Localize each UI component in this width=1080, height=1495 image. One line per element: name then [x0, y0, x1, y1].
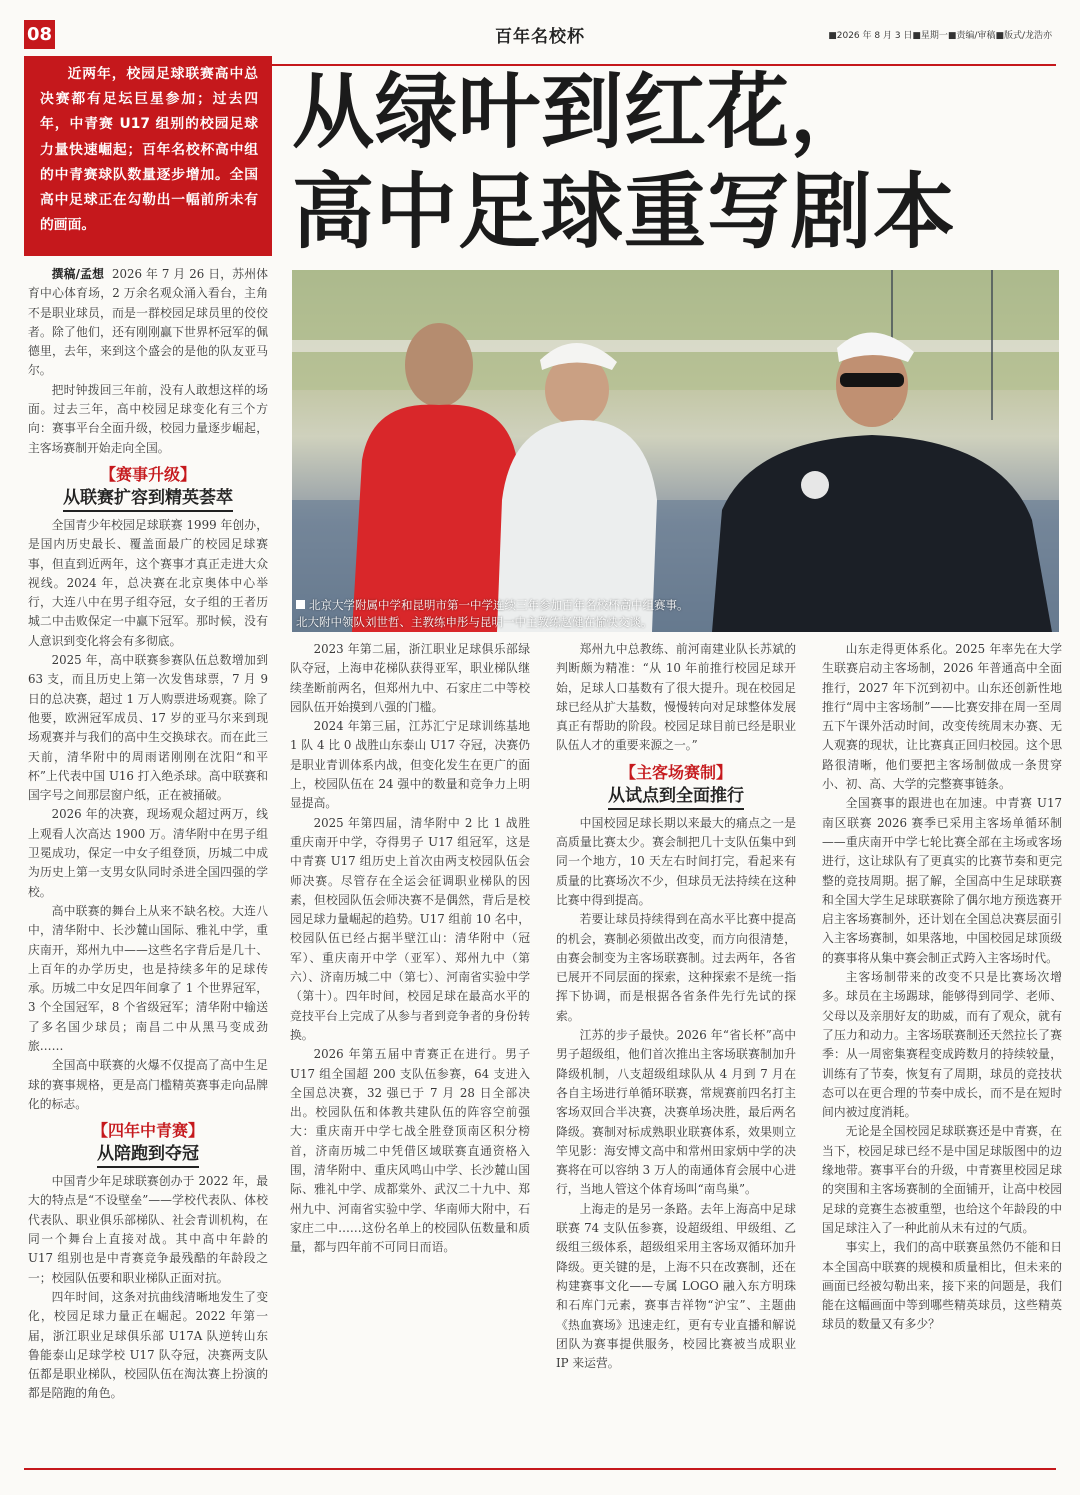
subhead-1-title: 从联赛扩容到精英荟萃	[63, 488, 233, 512]
body-paragraph: 无论是全国校园足球联赛还是中青赛，在当下，校园足球已经不是中国足球版图中的边缘地带。赛事平台的升级，中青赛里校园足球的突围和主客场赛制的全面铺开，让高中校园足球的竞赛生态被重塑，也给这个年龄段的中国足球注入了一种此前从未有过的气质。	[822, 1124, 1062, 1235]
body-paragraph: 中国校园足球长期以来最大的痛点之一是高质量比赛太少。赛会制把几十支队伍集中到同一个地方，10 天左右时间打完，看起来有质量的比赛场次不少，但球员无法持续在这种比赛中得到提高。	[556, 815, 796, 907]
body-paragraph: 2024 年第三届，江苏汇宁足球训练基地 1 队 4 比 0 战胜山东泰山 U17 夺冠，决赛仍是职业青训体系内战，但变化发生在更广的面上，校园队伍在 24 强中的数量和竞争力上明显提高。	[290, 719, 530, 811]
byline: 撰稿/孟想	[51, 267, 105, 281]
body-paragraph: 事实上，我们的高中联赛虽然仍不能和日本全国高中联赛的规模和质量相比，但未来的画面已经被勾勒出来，接下来的问题是，我们能在这幅画面中等到哪些精英球员，这些精英球员的数量又有多少？	[822, 1240, 1062, 1332]
lede-box	[24, 56, 272, 256]
intro-paragraph-1: 撰稿/孟想 2026 年 7 月 26 日，苏州体育中心体育场，2 万余名观众涌入看台，主角不是职业球员，而是一群校园足球员里的佼佼者。除了他们，还有刚刚赢下世界杯冠军的佩德里，去年，来到这个盛会的是他的队友亚马尔。	[28, 267, 269, 378]
headline	[292, 62, 1062, 262]
photo-illustration	[292, 270, 1059, 632]
lede-text: 近两年，校园足球联赛高中总决赛都有足坛巨星参加；过去四年，中青赛 U17 组别的校园足球力量快速崛起；百年名校杯高中组的中青赛球队数量逐步增加。全国高中足球正在勾勒出一幅前所未有的画面。	[40, 66, 258, 234]
headline-line-1: 从绿叶到红花，	[292, 64, 874, 160]
article-column-1	[28, 265, 268, 1404]
subhead-3	[556, 762, 796, 808]
news-photo	[292, 270, 1059, 632]
subhead-2-title: 从陪跑到夺冠	[97, 1144, 199, 1168]
body-paragraph: 四年时间，这条对抗曲线清晰地发生了变化，校园足球力量正在崛起。2022 年第一届，浙江职业足球俱乐部 U17A 队逆转山东鲁能泰山足球学校 U17 队夺冠，决赛两支队伍都是职业梯队，校园队伍在淘汰赛上扮演的都是陪跑的角色。	[28, 1289, 268, 1401]
footer-rule	[24, 1468, 1056, 1470]
article-column-4	[822, 640, 1062, 1335]
headline-line-2: 高中足球重写剧本	[292, 164, 957, 260]
caption-line-2: 北大附中领队刘世哲、主教练申彤与昆明一中主教练赵健在愉快交谈。	[296, 615, 653, 629]
body-paragraph: 主客场制带来的改变不只是比赛场次增多。球员在主场踢球，能够得到同学、老师、父母以及亲朋好友的助威，而有了观众，就有了压力和动力。主客场联赛制还天然拉长了赛季：从一周密集赛程变成跨数月的持续较量，训练有了节奏，恢复有了周期，球员的竞技状态可以在更合理的节奏中成长，而不是在短时间内被过度消耗。	[822, 970, 1062, 1120]
intro-paragraph-2: 把时钟拨回三年前，没有人敢想这样的场面。过去三年，高中校园足球变化有三个方向：赛事平台全面升级，校园力量逐步崛起，主客场赛制开始走向全国。	[28, 382, 268, 455]
body-paragraph: 全国高中联赛的火爆不仅提高了高中生足球的赛事规格，更是高门槛精英赛事走向品牌化的标志。	[28, 1058, 268, 1111]
body-paragraph: 2025 年第四届，清华附中 2 比 1 战胜重庆南开中学，夺得男子 U17 组冠军，这是中青赛 U17 组历史上首次由两支校园队伍会师决赛。尽管存在全运会征调职业梯队的因素，但校园队伍会师决赛不是偶然，背后是校园足球力量崛起的趋势。U17 组前 10 名中，校园队伍已经占据半壁江山：清华附中（冠军）、重庆南开中学（亚军）、郑州九中（第六）、济南历城二中（第七）、河南省实验中学（第十）。四年时间，校园足球在最高水平的竞技平台上完成了从参与者到竞争者的身份转换。	[290, 815, 530, 1042]
subhead-3-title: 从试点到全面推行	[608, 786, 744, 810]
page-number: 08	[24, 20, 55, 49]
caption-square-icon	[296, 600, 305, 609]
page-header	[0, 20, 1080, 50]
body-paragraph: 山东走得更体系化。2025 年率先在大学生联赛启动主客场制，2026 年普通高中全面推行，2027 年下沉到初中。山东还创新性地推行“周中主客场制”——比赛安排在周一至周五下午课外活动时间，改变传统周末办赛、无人观赛的现状，让比赛真正回归校园。这个思路很清晰，他们要把主客场制做成一条贯穿小、初、高、大学的完整赛事链条。	[822, 642, 1062, 792]
photo-caption	[296, 597, 766, 631]
body-paragraph: 郑州九中总教练、前河南建业队长苏斌的判断颇为精准：“从 10 年前推行校园足球开始，足球人口基数有了很大提升。现在校园足球已经从扩大基数，慢慢转向对足球整体发展真正有帮助的阶段。校园足球目前已经是职业队伍人才的重要来源之一。”	[556, 642, 796, 753]
subhead-2	[28, 1120, 268, 1166]
body-paragraph: 2026 年第五届中青赛正在进行。男子 U17 组全国超 200 支队伍参赛，64 支进入全国总决赛，32 强已于 7 月 28 日全部决出。校园队伍和体教共建队伍的阵容空前强大：重庆南开中学七战全胜登顶南区积分榜首，济南历城二中凭借区域联赛直通资格入围，清华附中、重庆风鸣山中学、长沙麓山国际、雅礼中学、成都棠外、武汉二十九中、郑州九中、河南省实验中学、华南师大附中，石家庄二中……这份名单上的校园队伍数量和质量，都与四年前不可同日而语。	[290, 1047, 530, 1255]
body-paragraph: 2026 年的决赛，现场观众超过两万，线上观看人次高达 1900 万。清华附中在男子组卫冕成功，保定一中女子组登顶，历城二中成为历史上第一支男女队同时杀进全国四强的学校。	[28, 807, 268, 899]
subhead-3-kicker: 【主客场赛制】	[619, 762, 732, 782]
caption-line-1: 北京大学附属中学和昆明市第一中学连续三年参加百年名校杯高中组赛事。	[296, 597, 766, 614]
body-paragraph: 全国赛事的跟进也在加速。中青赛 U17 南区联赛 2026 赛季已采用主客场单循环制——重庆南开中学七轮比赛全部在主场或客场进行，这让球队有了更真实的比赛节奏和更完整的竞技周期。据了解，全国高中生足球联赛和全国大学生足球联赛除了偶尔地方预选赛开启主客场赛制外，还计划在全国总决赛层面引入主客场赛制，如果落地，中国校园足球顶级的赛事将从集中赛会制正式跨入主客场时代。	[822, 796, 1062, 965]
article-column-2	[290, 640, 530, 1258]
body-paragraph: 2023 年第二届，浙江职业足球俱乐部绿队夺冠，上海申花梯队获得亚军，职业梯队继续垄断前两名，但郑州九中、石家庄二中等校园队伍开始摸到八强的门槛。	[290, 642, 530, 714]
article-column-3	[556, 640, 796, 1373]
subhead-1	[28, 464, 268, 510]
subhead-1-kicker: 【赛事升级】	[99, 464, 196, 484]
body-paragraph: 2025 年，高中联赛参赛队伍总数增加到 63 支，而且历史上第一次发售球票，7 月 9 日的总决赛，超过 1 万人购票进场观赛。除了他要，欧洲冠军成员、17 岁的亚马尔来到现场观赛并与我们的高中生交换球衣。而在此三天前，清华附中的周雨诺刚刚在沈阳“和平杯”上代表中国 U16 打入绝杀球。高中联赛和国字号之间那层窗户纸，正在被捅破。	[28, 653, 268, 803]
body-paragraph: 全国青少年校园足球联赛 1999 年创办，是国内历史最长、覆盖面最广的校园足球赛事，但直到近两年，这个赛事才真正走进大众视线。2024 年，总决赛在北京奥体中心举行，大连八中在男子组夺冠，女子组的王者历城二中击败保定一中赢下冠军。那时候，没有人意识到变化将会有多彻底。	[28, 517, 268, 648]
body-paragraph: 高中联赛的舞台上从来不缺名校。大连八中，清华附中、长沙麓山国际、雅礼中学，重庆南开，郑州九中——这些名字背后是几十、上百年的办学历史，也是持续多年的足球传承。历城二中女足四年间拿了 1 个世界冠军，3 个全国冠军，8 个省级冠军；清华附中输送了多名国少球员；南昌二中从黑马变成劲旅……	[28, 903, 268, 1053]
body-paragraph: 江苏的步子最快。2026 年“省长杯”高中男子超级组，他们首次推出主客场联赛制加升降级机制，八支超级组球队从 4 月到 7 月在各自主场进行单循环联赛，常规赛前四名打主客场双回合半决赛，决赛单场决胜，最后两名降级。赛制对标成熟职业联赛体系，效果则立竿见影：海安博文高中和常州田家炳中学的决赛将在可以容纳 3 万人的南通体育会展中心进行，当地人管这个体育场叫“南鸟巢”。	[556, 1028, 796, 1197]
subhead-2-kicker: 【四年中青赛】	[91, 1121, 204, 1141]
issue-line: ■2026 年 8 月 3 日■星期一■责编/审稿■版式/龙浩亦	[828, 31, 1052, 41]
body-paragraph: 若要让球员持续得到在高水平比赛中提高的机会，赛制必须做出改变，而方向很清楚，由赛会制变为主客场联赛制。过去两年，各省已展开不同层面的探索，这种探索不是统一指挥下协调，而是根据各省条件先行先试的探索。	[556, 912, 796, 1023]
body-paragraph: 上海走的是另一条路。去年上海高中足球联赛 74 支队伍参赛，设超级组、甲级组、乙级组三级体系，超级组采用主客场双循环加升降级。更关键的是，上海不只在改赛制，还在构建赛事文化——专属 LOGO 融入东方明珠和石库门元素，赛事吉祥物“沪宝”、主题曲《热血赛场》迅速走红，更有专业直播和解说团队为赛事提供服务，校园比赛被当成职业 IP 来运营。	[556, 1201, 796, 1371]
body-paragraph: 中国青少年足球联赛创办于 2022 年，最大的特点是“不设壁垒”——学校代表队、体校代表队、职业俱乐部梯队、社会青训机构，在同一个舞台上直接对战。其中高中年龄的 U17 组别也是中青赛竞争最残酷的年龄段之一；校园队伍要和职业梯队正面对抗。	[28, 1174, 268, 1285]
section-title: 百年名校杯	[495, 27, 585, 47]
